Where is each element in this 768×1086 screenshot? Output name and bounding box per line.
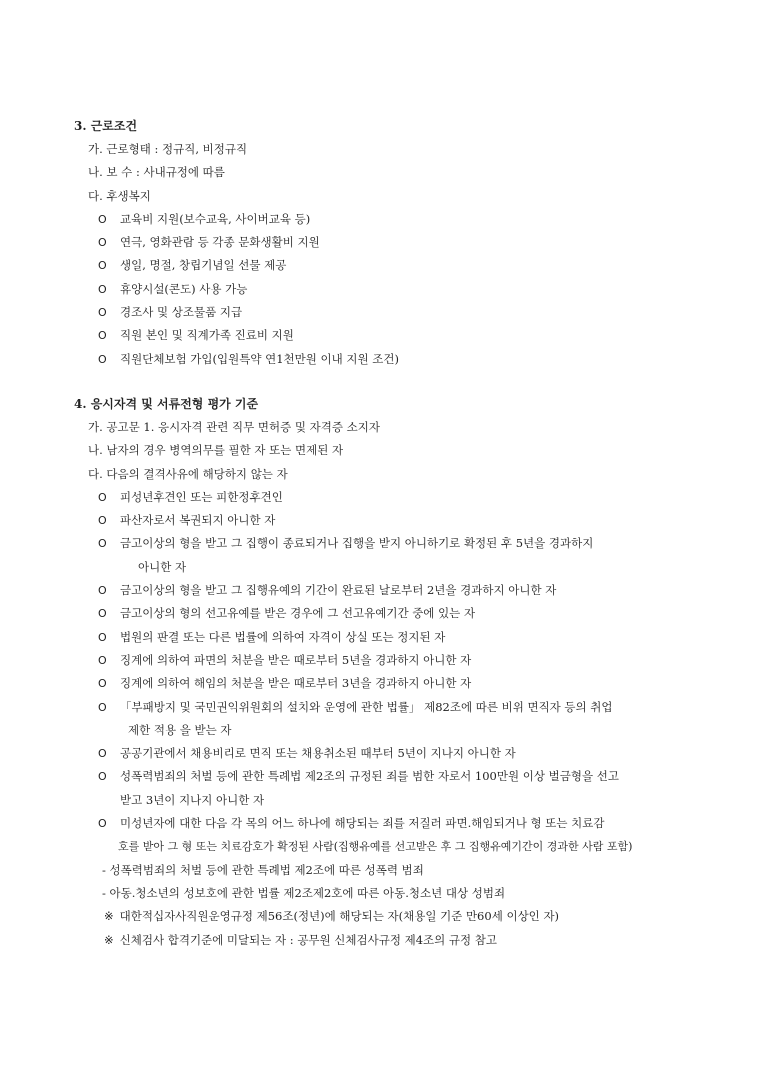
bullet-icon: O bbox=[98, 584, 107, 598]
list-item: O 금고이상의 형의 선고유예를 받은 경우에 그 선고유예기간 중에 있는 자 bbox=[74, 602, 714, 625]
list-item: O 성폭력범죄의 처벌 등에 관한 특례법 제2조의 규정된 죄를 범한 자로서 100만원 이상 벌금형을 선고 bbox=[74, 765, 714, 788]
list-item: O 휴양시설(콘도) 사용 가능 bbox=[74, 278, 714, 301]
section-heading: 3. 근로조건 bbox=[74, 119, 138, 133]
bullet-icon: O bbox=[98, 653, 107, 667]
list-item: O 법원의 판결 또는 다른 법률에 의하여 자격이 상실 또는 정지된 자 bbox=[74, 626, 714, 649]
sub-list-item: - 성폭력범죄의 처벌 등에 관한 특례법 제2조에 따른 성폭력 범죄 bbox=[102, 862, 424, 877]
bullet-icon: O bbox=[98, 352, 107, 366]
item-license: 가. 공고문 1. 응시자격 관련 직무 면허증 및 자격증 소지자 bbox=[88, 420, 380, 434]
sub-list-item: - 아동.청소년의 성보호에 관한 법률 제2조제2호에 따른 아동.청소년 대상 성범죄 bbox=[102, 885, 506, 900]
bullet-icon: O bbox=[98, 630, 107, 644]
item-welfare: 다. 후생복지 bbox=[88, 188, 151, 203]
bullet-icon: O bbox=[98, 700, 107, 714]
item-disqualification: 다. 다음의 결격사유에 해당하지 않는 자 bbox=[88, 466, 288, 481]
bullet-icon: O bbox=[98, 282, 107, 296]
list-item: O 징계에 의하여 해임의 처분을 받은 때로부터 3년을 경과하지 아니한 자 bbox=[74, 672, 714, 695]
item-salary: 나. 보 수 : 사내규정에 따름 bbox=[88, 165, 225, 180]
section-heading: 4. 응시자격 및 서류전형 평가 기준 bbox=[74, 397, 259, 411]
list-item-continuation: 호를 받아 그 형 또는 치료감호가 확정된 사람(집행유예를 선고받은 후 그 집행유예기간이 경과한 사람 포함) bbox=[118, 840, 633, 854]
list-item: O 피성년후견인 또는 피한정후견인 bbox=[74, 486, 714, 509]
list-item-continuation: 아니한 자 bbox=[138, 559, 187, 574]
item-military: 나. 남자의 경우 병역의무를 필한 자 또는 면제된 자 bbox=[88, 443, 344, 458]
bullet-icon: O bbox=[98, 747, 107, 761]
bullet-icon: O bbox=[98, 259, 107, 273]
list-item: O 교육비 지원(보수교육, 사이버교육 등) bbox=[74, 208, 714, 231]
bullet-icon: O bbox=[98, 817, 107, 831]
bullet-icon: O bbox=[98, 329, 107, 343]
item-employment-type: 가. 근로형태 : 정규직, 비정규직 bbox=[88, 142, 248, 156]
list-item: O 직원단체보험 가입(입원특약 연1천만원 이내 지원 조건) bbox=[74, 348, 714, 371]
bullet-icon: O bbox=[98, 677, 107, 691]
bullet-icon: O bbox=[98, 212, 107, 226]
bullet-icon: O bbox=[98, 236, 107, 250]
note-item: ※ 신체검사 합격기준에 미달되는 자 : 공무원 신체검사규정 제4조의 규정 참고 bbox=[104, 932, 497, 947]
list-item: O 경조사 및 상조물품 지급 bbox=[74, 301, 714, 324]
list-item: O 금고이상의 형을 받고 그 집행이 종료되거나 집행을 받지 아니하기로 확정된 후 5년을 경과하지 bbox=[74, 532, 714, 555]
bullet-icon: O bbox=[98, 514, 107, 528]
list-item: O 징계에 의하여 파면의 처분을 받은 때로부터 5년을 경과하지 아니한 자 bbox=[74, 649, 714, 672]
bullet-icon: O bbox=[98, 490, 107, 504]
bullet-icon: O bbox=[98, 607, 107, 621]
list-item: O 직원 본인 및 직계가족 진료비 지원 bbox=[74, 324, 714, 347]
bullet-icon: O bbox=[98, 306, 107, 320]
list-item: O 미성년자에 대한 다음 각 목의 어느 하나에 해당되는 죄를 저질러 파면.해임되거나 형 또는 치료감 bbox=[74, 812, 714, 835]
section-working-conditions bbox=[74, 114, 714, 371]
list-item: O 「부패방지 및 국민권익위원회의 설치와 운영에 관한 법률」 제82조에 따른 비위 면직자 등의 취업 bbox=[74, 696, 714, 719]
section-eligibility bbox=[74, 392, 714, 952]
list-item-continuation: 받고 3년이 지나지 아니한 자 bbox=[120, 792, 265, 807]
note-item: ※ 대한적십자사직원운영규정 제56조(정년)에 해당되는 자(채용일 기준 만60세 이상인 자) bbox=[104, 909, 560, 924]
bullet-icon: O bbox=[98, 770, 107, 784]
list-item: O 연극, 영화관람 등 각종 문화생활비 지원 bbox=[74, 231, 714, 254]
list-item-continuation: 제한 적용 을 받는 자 bbox=[128, 722, 232, 737]
reference-mark-icon: ※ bbox=[104, 932, 114, 947]
list-item: O 생일, 명절, 창립기념일 선물 제공 bbox=[74, 254, 714, 277]
list-item: O 공공기관에서 채용비리로 면직 또는 채용취소된 때부터 5년이 지나지 아니한 자 bbox=[74, 742, 714, 765]
list-item: O 파산자로서 복권되지 아니한 자 bbox=[74, 509, 714, 532]
list-item: O 금고이상의 형을 받고 그 집행유예의 기간이 완료된 날로부터 2년을 경과하지 아니한 자 bbox=[74, 579, 714, 602]
reference-mark-icon: ※ bbox=[104, 909, 114, 924]
bullet-icon: O bbox=[98, 537, 107, 551]
